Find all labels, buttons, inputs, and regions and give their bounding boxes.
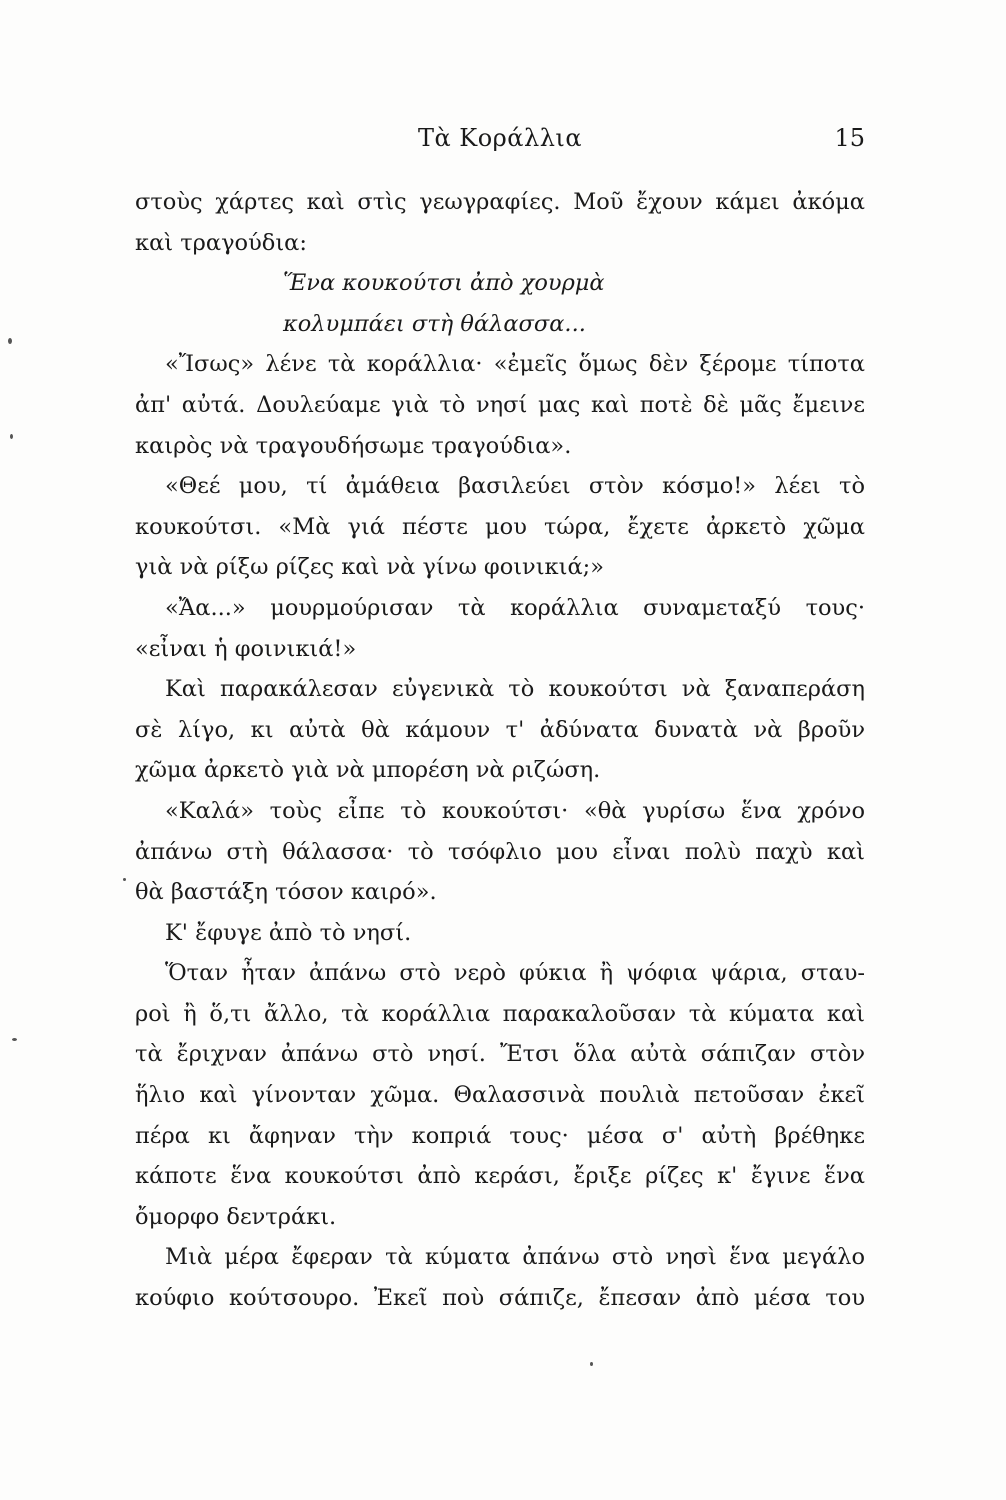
text-line: πέρα κι ἄφηναν τὴν κοπριά τους· μέσα σ' αὐτὴ βρέθηκε bbox=[135, 1122, 865, 1149]
text-line: Κ' ἔφυγε ἀπὸ τὸ νησί. bbox=[165, 919, 412, 946]
text-line: στοὺς χάρτες καὶ στὶς γεωγραφίες. Μοῦ ἔχουν κάμει ἀκόμα bbox=[135, 189, 865, 215]
text-line: «εἶναι ἡ φοινικιά!» bbox=[135, 635, 357, 662]
text-line: ἥλιο καὶ γίνονταν χῶμα. Θαλασσινὰ πουλιὰ πετοῦσαν ἐκεῖ bbox=[135, 1082, 865, 1109]
text-line: καιρὸς νὰ τραγουδήσωμε τραγούδια». bbox=[135, 432, 572, 459]
text-line: ἀπ' αὐτά. Δουλεύαμε γιὰ τὸ νησί μας καὶ ποτὲ δὲ μᾶς ἔμεινε bbox=[135, 391, 865, 418]
text-line: θὰ βαστάξη τόσον καιρό». bbox=[135, 879, 437, 906]
text-line: Ὅταν ἦταν ἀπάνω στὸ νερὸ φύκια ἢ ψόφια ψάρια, σταυ- bbox=[165, 960, 865, 987]
text-line: κουκούτσι. «Μὰ γιά πέστε μου τώρα, ἔχετε ἀρκετὸ χῶμα bbox=[135, 513, 865, 540]
text-line: «Ἄα...» μουρμούρισαν τὰ κοράλλια συναμεταξύ τους· bbox=[165, 594, 865, 621]
margin-speck bbox=[10, 434, 13, 439]
margin-speck bbox=[12, 1038, 17, 1041]
text-line: ὄμορφο δεντράκι. bbox=[135, 1203, 337, 1230]
text-line: κάποτε ἕνα κουκούτσι ἀπὸ κεράσι, ἔριξε ρίζες κ' ἔγινε ἕνα bbox=[135, 1163, 865, 1190]
margin-speck bbox=[590, 1362, 593, 1366]
verse-line: κολυμπάει στὴ θάλασσα... bbox=[283, 310, 586, 337]
margin-speck bbox=[123, 878, 126, 881]
text-line: τὰ ἔριχναν ἀπάνω στὸ νησί. Ἔτσι ὅλα αὐτὰ σάπιζαν στὸν bbox=[135, 1041, 865, 1068]
page-number: 15 bbox=[834, 124, 865, 152]
text-line: κούφιο κούτσουρο. Ἐκεῖ ποὺ σάπιζε, ἔπεσαν ἀπὸ μέσα του bbox=[135, 1285, 865, 1312]
text-line: καὶ τραγούδια: bbox=[135, 229, 307, 256]
text-line: «Καλά» τοὺς εἶπε τὸ κουκούτσι· «θὰ γυρίσω ἕνα χρόνο bbox=[165, 797, 865, 824]
margin-speck bbox=[8, 338, 12, 344]
text-line: σὲ λίγο, κι αὐτὰ θὰ κάμουν τ' ἀδύνατα δυνατὰ νὰ βροῦν bbox=[135, 716, 865, 743]
verse-line: Ἕνα κουκούτσι ἀπὸ χουρμὰ bbox=[283, 270, 605, 297]
text-line: Καὶ παρακάλεσαν εὐγενικὰ τὸ κουκούτσι νὰ ξαναπεράση bbox=[165, 676, 865, 703]
running-title: Τὰ Κοράλλια bbox=[417, 124, 583, 152]
text-line: ἀπάνω στὴ θάλασσα· τὸ τσόφλιο μου εἶναι πολὺ παχὺ καὶ bbox=[135, 838, 865, 865]
text-line: «Ἴσως» λένε τὰ κοράλλια· «ἐμεῖς ὅμως δὲν ξέρομε τίποτα bbox=[165, 351, 865, 378]
text-line: Μιὰ μέρα ἔφεραν τὰ κύματα ἀπάνω στὸ νησὶ ἕνα μεγάλο bbox=[165, 1244, 865, 1271]
text-line: «Θεέ μου, τί ἀμάθεια βασιλεύει στὸν κόσμο!» λέει τὸ bbox=[165, 473, 865, 500]
text-line: χῶμα ἀρκετὸ γιὰ νὰ μπορέση νὰ ριζώση. bbox=[135, 757, 601, 784]
text-line: ροὶ ἢ ὅ,τι ἄλλο, τὰ κοράλλια παρακαλοῦσαν τὰ κύματα καὶ bbox=[135, 1000, 865, 1027]
body-text bbox=[135, 182, 865, 1319]
page-header bbox=[135, 124, 865, 156]
text-line: γιὰ νὰ ρίξω ρίζες καὶ νὰ γίνω φοινικιά;» bbox=[135, 554, 604, 581]
